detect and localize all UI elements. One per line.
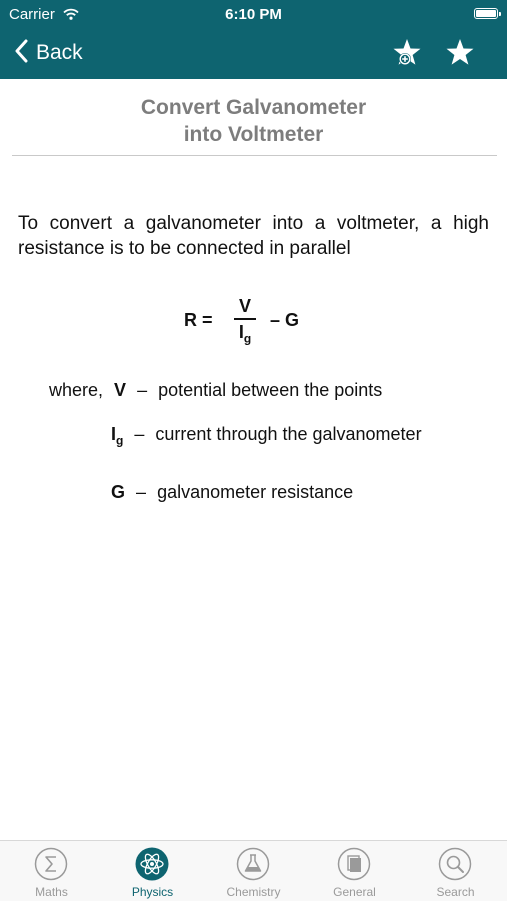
tab-label: Chemistry xyxy=(226,885,281,899)
tab-chemistry[interactable] xyxy=(203,841,304,901)
definition-text: potential between the points xyxy=(158,380,383,400)
definition-symbol: G xyxy=(111,482,126,502)
definition-symbol: $I_g$ xyxy=(111,424,124,448)
tab-label: Physics xyxy=(131,885,174,899)
formula-denominator: $I_g$ xyxy=(238,321,252,346)
definition-text: current through the galvanometer xyxy=(155,424,422,444)
chevron-left-icon xyxy=(14,39,28,68)
back-label: Back xyxy=(36,41,83,64)
flask-icon xyxy=(236,847,270,881)
definition-dash: – xyxy=(137,380,148,400)
formula-lhs: R = xyxy=(184,310,213,330)
add-favorite-icon[interactable] xyxy=(392,37,424,74)
title-divider xyxy=(12,155,497,156)
navigation-bar xyxy=(0,0,507,79)
status-bar xyxy=(0,0,507,28)
definition-dash: – xyxy=(136,482,147,502)
fraction-bar xyxy=(234,318,256,320)
atom-icon xyxy=(135,847,169,881)
carrier-label: Carrier xyxy=(9,6,55,23)
definition-prefix: where, xyxy=(49,380,104,400)
definition-text: galvanometer resistance xyxy=(157,482,354,502)
battery-icon xyxy=(474,8,498,19)
search-icon xyxy=(438,847,472,881)
sigma-icon xyxy=(34,847,68,881)
definition-dash: – xyxy=(134,424,145,444)
tab-physics[interactable] xyxy=(102,841,203,901)
definition-v xyxy=(49,380,382,401)
formula-fraction xyxy=(234,296,256,345)
formula-numerator: V xyxy=(238,296,251,316)
favorites-star-icon[interactable] xyxy=(444,37,476,74)
definition-ig xyxy=(111,424,422,448)
definition-g xyxy=(111,482,353,503)
tab-search[interactable] xyxy=(405,841,506,901)
tab-label: Maths xyxy=(35,885,68,899)
page-title-line2: into Voltmeter xyxy=(183,123,324,146)
definition-symbol: V xyxy=(114,380,127,400)
intro-paragraph: To convert a galvanometer into a voltmeter, a high resistance is to be connected in parallel xyxy=(18,213,489,259)
tab-general[interactable] xyxy=(304,841,405,901)
back-button[interactable] xyxy=(14,38,83,68)
tab-bar xyxy=(0,840,507,901)
tab-label: Search xyxy=(436,885,475,899)
clock: 6:10 PM xyxy=(225,6,282,23)
tab-maths[interactable] xyxy=(1,841,102,901)
page-title-line1: Convert Galvanometer xyxy=(140,96,367,119)
pages-icon xyxy=(337,847,371,881)
formula-rhs: – G xyxy=(270,310,300,330)
page-title xyxy=(0,94,507,148)
tab-label: General xyxy=(333,885,376,899)
